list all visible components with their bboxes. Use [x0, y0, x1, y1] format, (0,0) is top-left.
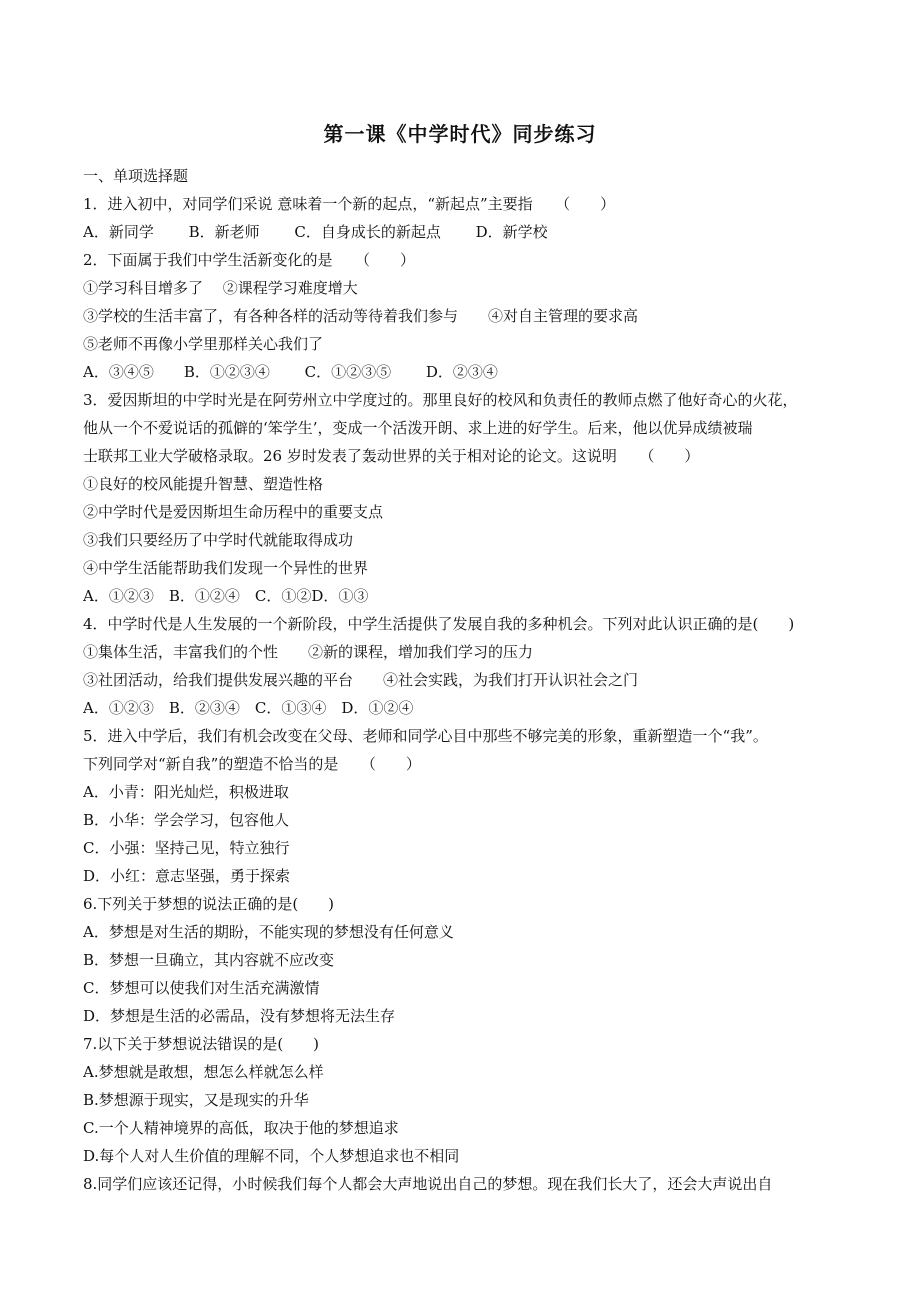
text-line: B.梦想源于现实，又是现实的升华	[83, 1091, 309, 1109]
text-line: 6.下列关于梦想的说法正确的是( )	[83, 895, 335, 913]
text-line: 2．下面属于我们中学生活新变化的是 （ ）	[83, 251, 416, 269]
text-line: 一、单项选择题	[83, 167, 189, 185]
text-line: B．小华：学会学习，包容他人	[83, 811, 290, 829]
text-line: ①学习科目增多了 ②课程学习难度增大	[83, 279, 358, 297]
text-line: 士联邦工业大学破格录取。26 岁时发表了轰动世界的关于相对论的论文。这说明 （ ）	[83, 447, 700, 465]
text-line: A．①②③ B．①②④ C．①②D．①③	[83, 587, 369, 605]
document-title: 第一课《中学时代》同步练习	[323, 122, 597, 146]
text-line: ③我们只要经历了中学时代就能取得成功	[83, 531, 354, 549]
text-line: 7.以下关于梦想说法错误的是( )	[83, 1035, 320, 1053]
text-line: A．①②③ B．②③④ C．①③④ D．①②④	[83, 699, 414, 717]
text-line: ②中学时代是爱因斯坦生命历程中的重要支点	[83, 503, 384, 521]
text-line: ③学校的生活丰富了，有各种各样的活动等待着我们参与 ④对自主管理的要求高	[83, 307, 639, 325]
text-line: 4．中学时代是人生发展的一个新阶段，中学生活提供了发展自我的多种机会。下列对此认识正确的是( )	[83, 615, 795, 633]
text-line: 3．爱因斯坦的中学时光是在阿劳州立中学度过的。那里良好的校风和负责任的教师点燃了他好奇心的火花，	[83, 391, 798, 409]
text-line: D.每个人对人生价值的理解不同，个人梦想追求也不相同	[83, 1147, 460, 1165]
text-line: ①集体生活，丰富我们的个性 ②新的课程，增加我们学习的压力	[83, 643, 534, 661]
text-line: 8.同学们应该还记得，小时候我们每个人都会大声地说出自己的梦想。现在我们长大了，还会大声说出自	[83, 1175, 773, 1193]
text-line: B．梦想一旦确立，其内容就不应改变	[83, 951, 335, 969]
text-line: ①良好的校风能提升智慧、塑造性格	[83, 475, 324, 493]
text-line: 5．进入中学后，我们有机会改变在父母、老师和同学心目中那些不够完美的形象，重新塑造一个“我”。	[83, 727, 768, 745]
text-line: A．小青：阳光灿烂，积极进取	[83, 783, 289, 801]
text-line: A.梦想就是敢想，想怎么样就怎么样	[83, 1063, 324, 1081]
text-line: A．③④⑤ B．①②③④ C．①②③⑤ D．②③④	[83, 363, 498, 381]
text-line: A．梦想是对生活的期盼，不能实现的梦想没有任何意义	[83, 923, 454, 941]
text-line: C.一个人精神境界的高低，取决于他的梦想追求	[83, 1119, 399, 1137]
text-line: ③社团活动，给我们提供发展兴趣的平台 ④社会实践，为我们打开认识社会之门	[83, 671, 639, 689]
text-line: C．小强：坚持己见，特立独行	[83, 839, 290, 857]
text-line: ④中学生活能帮助我们发现一个异性的世界	[83, 559, 369, 577]
text-line: A．新同学 B．新老师 C．自身成长的新起点 D．新学校	[83, 223, 548, 241]
text-line: 1．进入初中，对同学们采说 意味着一个新的起点，“新起点”主要指 （ ）	[83, 195, 616, 213]
text-line: D．梦想是生活的必需品，没有梦想将无法生存	[83, 1007, 396, 1025]
text-line: C．梦想可以使我们对生活充满激情	[83, 979, 320, 997]
text-line: 下列同学对“新自我”的塑造不恰当的是 （ ）	[83, 755, 421, 773]
text-line: 他从一个不爱说话的孤僻的‘笨学生’，变成一个活泼开朗、求上进的好学生。后来，他以优异成绩被瑞	[83, 419, 753, 437]
text-line: D．小红：意志坚强，勇于探索	[83, 867, 291, 885]
text-line: ⑤老师不再像小学里那样关心我们了	[83, 335, 324, 353]
question-list	[83, 162, 883, 1198]
